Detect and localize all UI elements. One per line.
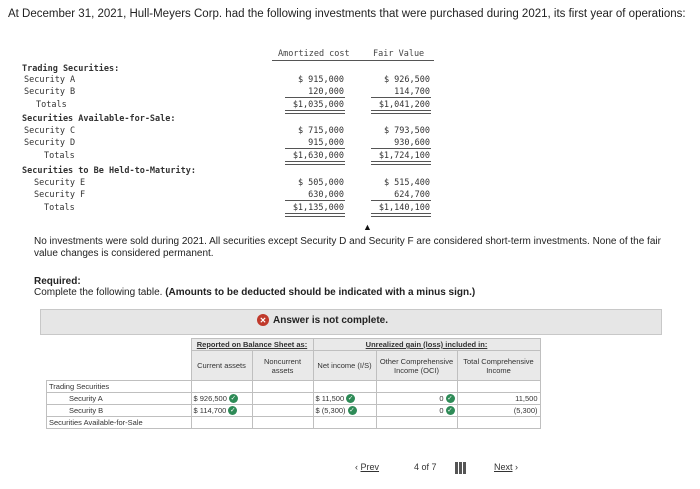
cell-trading-current bbox=[191, 381, 252, 393]
afs-total-cost: $1,630,000 bbox=[292, 151, 344, 161]
trading-total-fair: $1,041,200 bbox=[378, 100, 430, 110]
input-b-noncurrent[interactable] bbox=[252, 405, 313, 417]
afs-subtotal-rule bbox=[285, 148, 345, 149]
cell-afs-total bbox=[457, 417, 540, 429]
dollar-sign: $ bbox=[193, 393, 198, 403]
htm-total-label: Totals bbox=[44, 203, 75, 213]
check-icon: ✓ bbox=[230, 395, 237, 403]
htm-heading: Securities to Be Held-to-Maturity: bbox=[22, 166, 196, 176]
blank-subheader bbox=[47, 351, 192, 381]
cell-afs-current bbox=[191, 417, 252, 429]
value-b-current: 114,700 bbox=[199, 405, 227, 415]
group-unrealized: Unrealized gain (loss) included in: bbox=[313, 339, 540, 351]
value-a-net: 11,500 bbox=[321, 393, 345, 403]
cell-afs-net bbox=[313, 417, 376, 429]
dollar-sign: $ bbox=[315, 393, 320, 403]
input-b-oci[interactable] bbox=[376, 405, 457, 417]
security-a-label: Security A bbox=[24, 75, 76, 85]
check-icon: ✓ bbox=[347, 395, 354, 403]
required-prefix: Complete the following table. bbox=[34, 287, 166, 298]
cell-trading-net bbox=[313, 381, 376, 393]
htm-subtotal-rule bbox=[285, 200, 345, 201]
htm-total-rule-fair bbox=[371, 213, 431, 217]
next-button[interactable] bbox=[494, 462, 518, 472]
afs-total-fair: $1,724,100 bbox=[378, 151, 430, 161]
security-b-fair: 114,700 bbox=[394, 87, 430, 97]
security-d-label: Security D bbox=[24, 138, 76, 148]
htm-subtotal-rule-fair bbox=[371, 200, 431, 201]
trading-subtotal-rule-fair bbox=[371, 97, 431, 98]
cell-trading-total bbox=[457, 381, 540, 393]
security-a-fair: $ 926,500 bbox=[383, 75, 430, 85]
group-reported: Reported on Balance Sheet as: bbox=[191, 339, 313, 351]
input-a-noncurrent[interactable] bbox=[252, 393, 313, 405]
cell-afs-noncurrent bbox=[252, 417, 313, 429]
security-d-fair: 930,600 bbox=[394, 138, 430, 148]
required-heading: Required: bbox=[34, 276, 81, 287]
col-header-fair-value: Fair Value bbox=[373, 49, 425, 59]
htm-total-fair: $1,140,100 bbox=[378, 203, 430, 213]
value-b-total: (5,300) bbox=[513, 406, 538, 415]
check-icon: ✓ bbox=[447, 395, 453, 403]
security-c-fair: $ 793,500 bbox=[383, 126, 430, 136]
security-f-fair: 624,700 bbox=[394, 190, 430, 200]
status-banner-content bbox=[257, 314, 388, 326]
col-header-amortized-cost: Amortized cost bbox=[278, 49, 350, 59]
trading-total-rule bbox=[285, 110, 345, 114]
cell-afs-oci bbox=[376, 417, 457, 429]
header-rule bbox=[272, 60, 434, 61]
value-a-oci: 0 bbox=[439, 393, 444, 403]
input-a-current[interactable] bbox=[191, 393, 252, 405]
afs-total-rule bbox=[285, 161, 345, 165]
col-net-income: Net income (I/S) bbox=[313, 351, 376, 381]
dollar-sign: $ bbox=[315, 405, 320, 415]
value-b-net: (5,300) bbox=[321, 405, 346, 415]
afs-subtotal-rule-fair bbox=[371, 148, 431, 149]
col-current-assets: Current assets bbox=[191, 351, 252, 381]
value-a-current: 926,500 bbox=[199, 393, 227, 403]
security-f-cost: 630,000 bbox=[308, 190, 344, 200]
check-icon: ✓ bbox=[447, 407, 453, 415]
blank-header bbox=[47, 339, 192, 351]
required-instructions bbox=[34, 287, 475, 299]
grid-icon[interactable] bbox=[455, 462, 467, 474]
afs-total-rule-fair bbox=[371, 161, 431, 165]
input-b-total[interactable] bbox=[457, 405, 540, 417]
trading-heading: Trading Securities: bbox=[22, 64, 120, 74]
trading-subtotal-rule bbox=[285, 97, 345, 98]
dollar-sign: $ bbox=[193, 405, 198, 415]
cell-trading-noncurrent bbox=[252, 381, 313, 393]
error-x-icon: ✕ bbox=[257, 314, 269, 326]
security-d-cost: 915,000 bbox=[308, 138, 344, 148]
security-e-label: Security E bbox=[34, 178, 86, 188]
col-oci: Other Comprehensive Income (OCI) bbox=[376, 351, 457, 381]
input-a-oci[interactable] bbox=[376, 393, 457, 405]
chevron-left-icon: ‹ bbox=[355, 462, 358, 472]
trading-total-cost: $1,035,000 bbox=[292, 100, 344, 110]
value-a-total: 11,500 bbox=[515, 394, 538, 403]
afs-total-label: Totals bbox=[44, 151, 75, 161]
input-a-total[interactable] bbox=[457, 393, 540, 405]
note-text: No investments were sold during 2021. All securities except Security D and Security F are considered short-term investments. None of the fair value changes is considered permanent. bbox=[34, 236, 661, 259]
htm-total-rule bbox=[285, 213, 345, 217]
afs-heading: Securities Available-for-Sale: bbox=[22, 114, 176, 124]
prev-button[interactable] bbox=[355, 462, 379, 472]
security-a-cost: $ 915,000 bbox=[297, 75, 344, 85]
input-b-net[interactable] bbox=[313, 405, 376, 417]
security-e-fair: $ 515,400 bbox=[383, 178, 430, 188]
security-c-label: Security C bbox=[24, 126, 76, 136]
input-b-current[interactable] bbox=[191, 405, 252, 417]
security-c-cost: $ 715,000 bbox=[297, 126, 344, 136]
chevron-right-icon: › bbox=[515, 462, 519, 472]
status-banner-text: Answer is not complete. bbox=[273, 314, 389, 326]
intro-text: At December 31, 2021, Hull-Meyers Corp. had the following investments that were purchased during 2021, its first year of operations: bbox=[8, 8, 686, 20]
next-label: Next bbox=[494, 462, 513, 472]
input-a-net[interactable] bbox=[313, 393, 376, 405]
trading-total-label: Totals bbox=[36, 100, 67, 110]
prev-label: Prev bbox=[360, 462, 380, 472]
security-f-label: Security F bbox=[34, 190, 86, 200]
row-label-trading: Trading Securities bbox=[47, 381, 192, 393]
col-noncurrent-assets: Noncurrent assets bbox=[252, 351, 313, 381]
row-label-afs: Securities Available-for-Sale bbox=[47, 417, 192, 429]
page-indicator: 4 of 7 bbox=[414, 462, 437, 472]
answer-table bbox=[46, 338, 541, 429]
security-b-label: Security B bbox=[24, 87, 76, 97]
check-icon: ✓ bbox=[349, 407, 355, 415]
security-e-cost: $ 505,000 bbox=[297, 178, 344, 188]
row-label-security-b: Security B bbox=[47, 405, 192, 417]
check-icon: ✓ bbox=[230, 407, 236, 415]
security-b-cost: 120,000 bbox=[308, 87, 344, 97]
value-b-oci: 0 bbox=[439, 405, 444, 415]
col-total-comprehensive: Total Comprehensive Income bbox=[457, 351, 540, 381]
htm-total-cost: $1,135,000 bbox=[292, 203, 344, 213]
row-label-security-a: Security A bbox=[47, 393, 192, 405]
trading-total-rule-fair bbox=[371, 110, 431, 114]
required-bold: (Amounts to be deducted should be indicated with a minus sign.) bbox=[165, 287, 476, 298]
cell-trading-oci bbox=[376, 381, 457, 393]
cursor-icon: ▲ bbox=[363, 222, 372, 232]
